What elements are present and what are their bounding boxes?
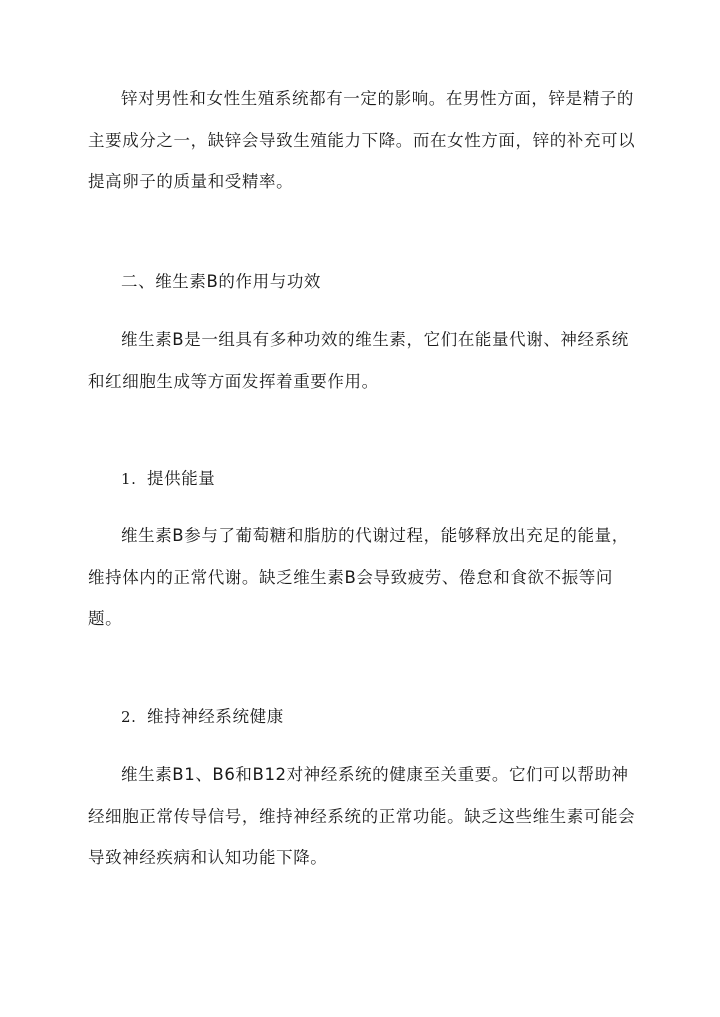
item-heading-energy (121, 467, 215, 491)
item-number: 1. (121, 470, 137, 488)
paragraph-zinc-reproduction: 锌对男性和女性生殖系统都有一定的影响。在男性方面，锌是精子的主要成分之一，缺锌会导致生殖能力下降。而在女性方面，锌的补充可以提高卵子的质量和受精率。 (88, 89, 636, 191)
item-number: 2. (121, 708, 137, 726)
section-heading-vitamin-b: 二、维生素B的作用与功效 (121, 272, 322, 291)
paragraph-energy: 维生素B参与了葡萄糖和脂肪的代谢过程，能够释放出充足的能量，维持体内的正常代谢。缺乏维生素B会导致疲劳、倦怠和食欲不振等问题。 (88, 526, 629, 628)
paragraph-vitamin-b-intro: 维生素B是一组具有多种功效的维生素，它们在能量代谢、神经系统和红细胞生成等方面发挥着重要作用。 (88, 330, 629, 391)
paragraph-nervous-system: 维生素B1、B6和B12对神经系统的健康至关重要。它们可以帮助神经细胞正常传导信号，维持神经系统的正常功能。缺乏这些维生素可能会导致神经疾病和认知功能下降。 (88, 765, 636, 867)
item-title: 提供能量 (147, 469, 216, 488)
item-title: 维持神经系统健康 (147, 707, 284, 726)
item-heading-nervous-system (121, 705, 284, 729)
